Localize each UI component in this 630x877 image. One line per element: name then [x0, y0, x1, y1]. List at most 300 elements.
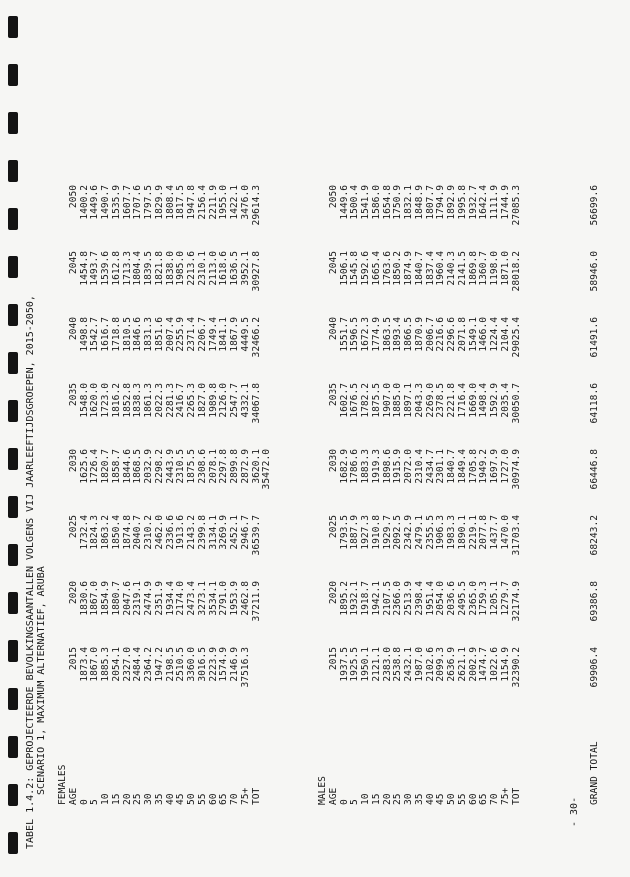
grand-total-row [590, 185, 601, 805]
value-cell: 2216.6 [435, 317, 447, 352]
value-cell: 1892.9 [446, 185, 457, 220]
grand-total-value: 61491.6 [589, 317, 600, 358]
value-cell: 1279.7 [499, 581, 511, 616]
grand-total-value: 69386.8 [589, 581, 600, 622]
value-cell: 2054.0 [435, 581, 447, 616]
value-cell: 2365.0 [467, 581, 479, 616]
value-cell: 1750.9 [392, 185, 404, 220]
value-cell: 1596.5 [349, 317, 361, 352]
value-cell: 2036.6 [446, 581, 457, 616]
grand-total-label: GRAND TOTAL [589, 741, 600, 805]
value-cell: 2143.2 [186, 515, 197, 550]
table-row [112, 185, 123, 805]
value-cell: 2899.8 [229, 449, 240, 484]
value-cell: 37516.3 [239, 647, 251, 688]
punch-hole [8, 256, 18, 278]
value-cell: 1848.9 [413, 185, 425, 220]
value-cell: 1829.9 [153, 185, 165, 220]
table-row [241, 185, 252, 805]
grand-total-value: 64118.6 [589, 383, 600, 424]
value-cell: 1850.4 [110, 515, 122, 550]
value-cell: 1732.4 [78, 515, 90, 550]
value-cell: 2378.5 [435, 383, 447, 418]
value-cell: 1839.5 [143, 251, 154, 286]
value-cell: 1851.6 [153, 317, 165, 352]
value-cell: 3620.1 [250, 449, 262, 484]
value-cell: 1880.7 [110, 581, 122, 616]
value-cell: 1874.8 [121, 515, 133, 550]
value-cell: 1707.6 [132, 185, 144, 220]
value-cell: 1850.2 [392, 251, 404, 286]
table-row [198, 185, 209, 805]
table-row [252, 185, 263, 805]
value-cell: 1838.3 [132, 383, 144, 418]
value-cell: 1539.6 [100, 251, 111, 286]
value-cell [262, 185, 273, 251]
grand-total-value: 68243.2 [589, 515, 600, 556]
value-cell: 1870.9 [413, 317, 425, 352]
value-cell: 1927.3 [360, 515, 371, 550]
value-cell: 1716.4 [456, 383, 468, 418]
value-cell: 1474.7 [478, 647, 490, 682]
value-cell: 2213.6 [186, 251, 197, 286]
value-cell: 2538.8 [392, 647, 404, 682]
value-cell: 1934.4 [164, 581, 176, 616]
value-cell: 2351.9 [153, 581, 165, 616]
value-cell: 4449.5 [239, 317, 251, 352]
value-cell: 2078.1 [207, 449, 219, 484]
value-cell: 2342.9 [403, 515, 414, 550]
age-group-cell: 30 [403, 793, 414, 805]
value-cell: 1898.6 [381, 449, 393, 484]
column-header: 2050 [67, 185, 79, 209]
value-cell: 1682.9 [338, 449, 350, 484]
section-label-row [318, 185, 329, 805]
value-cell: 1592.6 [360, 251, 371, 286]
value-cell: 34067.8 [250, 383, 262, 424]
value-cell: 1895.2 [338, 581, 350, 616]
age-group-cell: 0 [338, 799, 350, 805]
age-group-cell: 15 [370, 793, 382, 805]
value-cell: 1950.1 [360, 647, 371, 682]
value-cell: 2319.1 [132, 581, 144, 616]
rotated-table-sheet [22, 25, 612, 855]
value-cell: 1893.4 [392, 317, 404, 352]
value-cell: 1705.8 [467, 449, 479, 484]
value-cell: 2255.9 [175, 317, 187, 352]
column-header: 2015 [67, 647, 79, 671]
value-cell: 1022.6 [489, 647, 500, 682]
value-cell: 1470.0 [499, 515, 511, 550]
value-cell: 1490.7 [100, 185, 111, 220]
value-cell: 1794.9 [435, 185, 447, 220]
value-cell: 2043.3 [413, 383, 425, 418]
value-cell: 1642.4 [478, 185, 490, 220]
value-cell: 31703.4 [510, 515, 522, 556]
age-group-cell: 5 [89, 799, 101, 805]
value-cell: 1498.8 [78, 317, 90, 352]
value-cell: 2301.1 [435, 449, 447, 484]
punch-hole [8, 160, 18, 182]
value-cell: 1873.4 [78, 647, 90, 682]
value-cell: 1807.7 [424, 185, 436, 220]
value-cell: 2462.0 [153, 515, 165, 550]
punch-hole [8, 544, 18, 566]
punch-hole [8, 592, 18, 614]
value-cell: 2434.7 [424, 449, 436, 484]
value-cell: 2462.8 [239, 581, 251, 616]
value-cell: 2416.7 [175, 383, 187, 418]
grand-total-value: 58946.0 [589, 251, 600, 292]
value-cell: 1810.5 [121, 317, 133, 352]
punch-hole [8, 16, 18, 38]
value-cell: 1867.9 [229, 317, 240, 352]
value-cell [262, 251, 273, 317]
punch-hole [8, 304, 18, 326]
age-group-cell: 10 [360, 793, 371, 805]
value-cell: 1804.4 [132, 251, 144, 286]
value-cell: 1885.0 [392, 383, 404, 418]
value-cell: 1224.4 [489, 317, 500, 352]
value-cell: 1449.6 [338, 185, 350, 220]
value-cell: 1830.6 [78, 581, 90, 616]
value-cell: 1837.4 [424, 251, 436, 286]
column-header: AGE [67, 787, 79, 805]
value-cell: 1858.7 [110, 449, 122, 484]
value-cell: 1821.8 [153, 251, 165, 286]
value-cell: 1841.1 [218, 317, 230, 352]
value-cell: 1574.9 [218, 647, 230, 682]
value-cell: 1437.7 [489, 515, 500, 550]
value-cell [262, 317, 273, 383]
value-cell: 2104.4 [499, 317, 511, 352]
column-header: 2050 [327, 185, 339, 209]
value-cell: 1726.4 [89, 449, 101, 484]
value-cell: 1919.3 [370, 449, 382, 484]
value-cell: 2452.1 [229, 515, 240, 550]
value-cell: 2072.0 [403, 449, 414, 484]
column-header: 2035 [327, 383, 339, 407]
value-cell: 1636.5 [229, 251, 240, 286]
value-cell: 1849.4 [456, 449, 468, 484]
column-header: 2020 [67, 581, 79, 605]
age-group-cell: 20 [121, 793, 133, 805]
value-cell: 1867.0 [89, 581, 101, 616]
value-cell: 1618.6 [218, 251, 230, 286]
value-cell: 2198.5 [164, 647, 176, 682]
value-cell: 2156.4 [196, 185, 208, 220]
value-cell: 1586.0 [370, 185, 382, 220]
value-cell: 30974.9 [510, 449, 522, 490]
value-cell: 2383.0 [381, 647, 393, 682]
value-cell: 3952.1 [239, 251, 251, 286]
value-cell: 1863.5 [381, 317, 393, 352]
column-header: 2040 [327, 317, 339, 341]
value-cell: 1744.9 [499, 185, 511, 220]
value-cell: 1506.1 [338, 251, 350, 286]
age-group-cell: 35 [153, 793, 165, 805]
value-cell: 1669.0 [467, 383, 479, 418]
value-cell: 2102.6 [424, 647, 436, 682]
column-header: 2045 [67, 251, 79, 275]
value-cell: 1817.5 [175, 185, 187, 220]
value-cell: 2211.9 [207, 185, 219, 220]
column-header: AGE [327, 787, 339, 805]
age-group-cell: 75+ [239, 787, 251, 805]
age-group-cell: 60 [467, 793, 479, 805]
table-subtitle: SCENARIO 1, MAXIMUM ALTERNATIEF, ARUBA [36, 566, 47, 795]
value-cell: 2221.8 [446, 383, 457, 418]
value-cell: 2310.1 [196, 251, 208, 286]
value-cell: 3134.1 [207, 515, 219, 550]
value-cell: 3360.0 [186, 647, 197, 682]
value-cell: 1535.9 [110, 185, 122, 220]
value-cell: 1198.0 [489, 251, 500, 286]
value-cell: 2223.9 [207, 647, 219, 682]
value-cell: 1542.7 [89, 317, 101, 352]
age-group-cell: 70 [229, 793, 240, 805]
punch-hole [8, 208, 18, 230]
column-header: 2045 [327, 251, 339, 275]
age-group-cell: 40 [424, 793, 436, 805]
value-cell: 2092.5 [392, 515, 404, 550]
value-cell: 2366.0 [392, 581, 404, 616]
value-cell: 1607.7 [121, 185, 133, 220]
value-cell: 2146.9 [229, 647, 240, 682]
value-cell: 2636.9 [446, 647, 457, 682]
value-cell: 35472.0 [261, 449, 273, 490]
value-cell: 1500.4 [349, 185, 361, 220]
value-cell: 30050.7 [510, 383, 522, 424]
age-group-cell: 45 [435, 793, 447, 805]
value-cell: 1400.2 [78, 185, 90, 220]
age-group-cell: 65 [218, 793, 230, 805]
value-cell: 3273.1 [196, 581, 208, 616]
value-cell: 2297.8 [218, 449, 230, 484]
value-cell: 1875.5 [186, 449, 197, 484]
value-cell: 4332.1 [239, 383, 251, 418]
value-cell: 1620.0 [89, 383, 101, 418]
value-cell: 2510.5 [175, 647, 187, 682]
females-table [58, 185, 273, 805]
value-cell: 1906.3 [435, 515, 447, 550]
value-cell: 2126.0 [218, 383, 230, 418]
value-cell: 3016.5 [196, 647, 208, 682]
value-cell: 2054.1 [110, 647, 122, 682]
value-cell: 2371.4 [186, 317, 197, 352]
age-group-cell: 65 [478, 793, 490, 805]
value-cell: 1676.5 [349, 383, 361, 418]
punch-hole [8, 832, 18, 854]
value-cell: 1951.4 [424, 581, 436, 616]
value-cell: 2006.7 [424, 317, 436, 352]
value-cell: 2355.5 [424, 515, 436, 550]
value-cell: 1713.3 [121, 251, 133, 286]
age-group-cell: 25 [132, 793, 144, 805]
value-cell: 1925.5 [349, 647, 361, 682]
value-cell: 32466.2 [250, 317, 262, 358]
value-cell: 1466.0 [478, 317, 490, 352]
value-cell: 1727.0 [499, 449, 511, 484]
males-label: MALES [317, 776, 328, 805]
value-cell: 1840.7 [446, 449, 457, 484]
value-cell: 1929.7 [381, 515, 393, 550]
value-cell: 32174.9 [510, 581, 522, 622]
value-cell: 1625.6 [78, 449, 90, 484]
value-cell: 1868.5 [132, 449, 144, 484]
males-table [318, 185, 522, 805]
value-cell: 2022.3 [153, 383, 165, 418]
value-cell: 1545.8 [349, 251, 361, 286]
table-row [155, 185, 166, 805]
value-cell: 1449.6 [89, 185, 101, 220]
table-row [415, 185, 426, 805]
value-cell: 1774.9 [370, 317, 382, 352]
value-cell: 2399.8 [196, 515, 208, 550]
value-cell: 2206.7 [196, 317, 208, 352]
age-group-cell: 75+ [499, 787, 511, 805]
value-cell: 1840.7 [413, 251, 425, 286]
value-cell: 2310.4 [413, 449, 425, 484]
value-cell: 1913.6 [175, 515, 187, 550]
value-cell: 27085.3 [510, 185, 522, 226]
punch-hole [8, 112, 18, 134]
value-cell: 2077.8 [478, 515, 490, 550]
value-cell: 2099.3 [435, 647, 447, 682]
value-cell: 2035.4 [499, 383, 511, 418]
age-group-cell: 10 [100, 793, 111, 805]
age-group-cell: TOT [510, 787, 522, 805]
value-cell: 1360.7 [478, 251, 490, 286]
value-cell: 2432.1 [403, 647, 414, 682]
value-cell: 1816.2 [110, 383, 122, 418]
value-cell: 2007.4 [164, 317, 176, 352]
value-cell: 1797.5 [143, 185, 154, 220]
header-row [69, 185, 80, 805]
value-cell: 2791.0 [218, 581, 230, 616]
age-group-cell: 25 [392, 793, 404, 805]
age-group-cell: 30 [143, 793, 154, 805]
age-group-cell: 15 [110, 793, 122, 805]
value-cell: 1897.1 [403, 383, 414, 418]
value-cell: 1548.0 [78, 383, 90, 418]
value-cell: 1887.9 [349, 515, 361, 550]
value-cell: 1665.4 [370, 251, 382, 286]
value-cell: 2308.6 [196, 449, 208, 484]
value-cell: 1793.5 [338, 515, 350, 550]
value-cell: 1763.6 [381, 251, 393, 286]
value-cell: 1918.7 [360, 581, 371, 616]
value-cell: 2032.9 [143, 449, 154, 484]
grand-total-value: 69906.4 [589, 647, 600, 688]
value-cell: 36539.7 [250, 515, 262, 556]
column-header: 2040 [67, 317, 79, 341]
value-cell: 1871.0 [499, 251, 511, 286]
value-cell: 2479.1 [413, 515, 425, 550]
value-cell: 1602.7 [338, 383, 350, 418]
value-cell: 1854.9 [100, 581, 111, 616]
header-row [329, 185, 340, 805]
value-cell: 2398.4 [413, 581, 425, 616]
value-cell: 1820.7 [100, 449, 111, 484]
value-cell: 1749.4 [207, 317, 219, 352]
grand-total-value: 56699.6 [589, 185, 600, 226]
value-cell: 1890.1 [456, 515, 468, 550]
value-cell: 1782.2 [360, 383, 371, 418]
value-cell: 1154.9 [499, 647, 511, 682]
value-cell [262, 581, 273, 647]
value-cell [262, 647, 273, 713]
value-cell: 1949.2 [478, 449, 490, 484]
value-cell: 1612.8 [110, 251, 122, 286]
punch-hole [8, 784, 18, 806]
value-cell: 32390.2 [510, 647, 522, 688]
value-cell: 1824.3 [89, 515, 101, 550]
value-cell: 2265.3 [186, 383, 197, 418]
value-cell: 2473.4 [186, 581, 197, 616]
value-cell: 1861.3 [143, 383, 154, 418]
value-cell: 1786.6 [349, 449, 361, 484]
value-cell: 1844.6 [121, 449, 133, 484]
age-group-cell: 70 [489, 793, 500, 805]
value-cell: 1422.1 [229, 185, 240, 220]
age-group-cell: 0 [78, 799, 90, 805]
value-cell: 1947.2 [153, 647, 165, 682]
value-cell [262, 515, 273, 581]
age-group-cell: 5 [349, 799, 361, 805]
value-cell: 1953.9 [229, 581, 240, 616]
value-cell: 1942.1 [370, 581, 382, 616]
value-cell: 1875.5 [370, 383, 382, 418]
value-cell: 1885.3 [100, 647, 111, 682]
punch-hole [8, 736, 18, 758]
value-cell: 1863.2 [100, 515, 111, 550]
value-cell: 2107.5 [381, 581, 393, 616]
value-cell: 2071.8 [456, 317, 468, 352]
age-group-cell: 35 [413, 793, 425, 805]
value-cell: 3476.0 [239, 185, 251, 220]
grand-total-value: 66446.8 [589, 449, 600, 490]
value-cell: 30927.8 [250, 251, 262, 292]
value-cell: 2443.9 [164, 449, 176, 484]
value-cell: 2113.0 [207, 251, 219, 286]
age-group-cell: 50 [186, 793, 197, 805]
value-cell: 1987.0 [413, 647, 425, 682]
value-cell: 2140.3 [446, 251, 457, 286]
value-cell: 1832.1 [403, 185, 414, 220]
value-cell [252, 647, 263, 713]
value-cell: 1937.5 [338, 647, 350, 682]
age-group-cell: 60 [207, 793, 219, 805]
value-cell: 2621.1 [456, 647, 468, 682]
value-cell: 1672.3 [360, 317, 371, 352]
value-cell: 1947.8 [186, 185, 197, 220]
value-cell [262, 383, 273, 449]
value-cell: 1551.7 [338, 317, 350, 352]
value-cell: 3269.9 [218, 515, 230, 550]
value-cell: 1874.9 [403, 251, 414, 286]
value-cell: 2310.5 [175, 449, 187, 484]
value-cell: 1827.0 [196, 383, 208, 418]
value-cell: 1697.9 [489, 449, 500, 484]
value-cell: 1454.8 [78, 251, 90, 286]
value-cell: 1838.0 [164, 251, 176, 286]
value-cell: 1846.6 [132, 317, 144, 352]
punch-hole [8, 496, 18, 518]
value-cell: 1759.3 [478, 581, 490, 616]
punch-hole [8, 400, 18, 422]
value-cell: 2547.7 [229, 383, 240, 418]
